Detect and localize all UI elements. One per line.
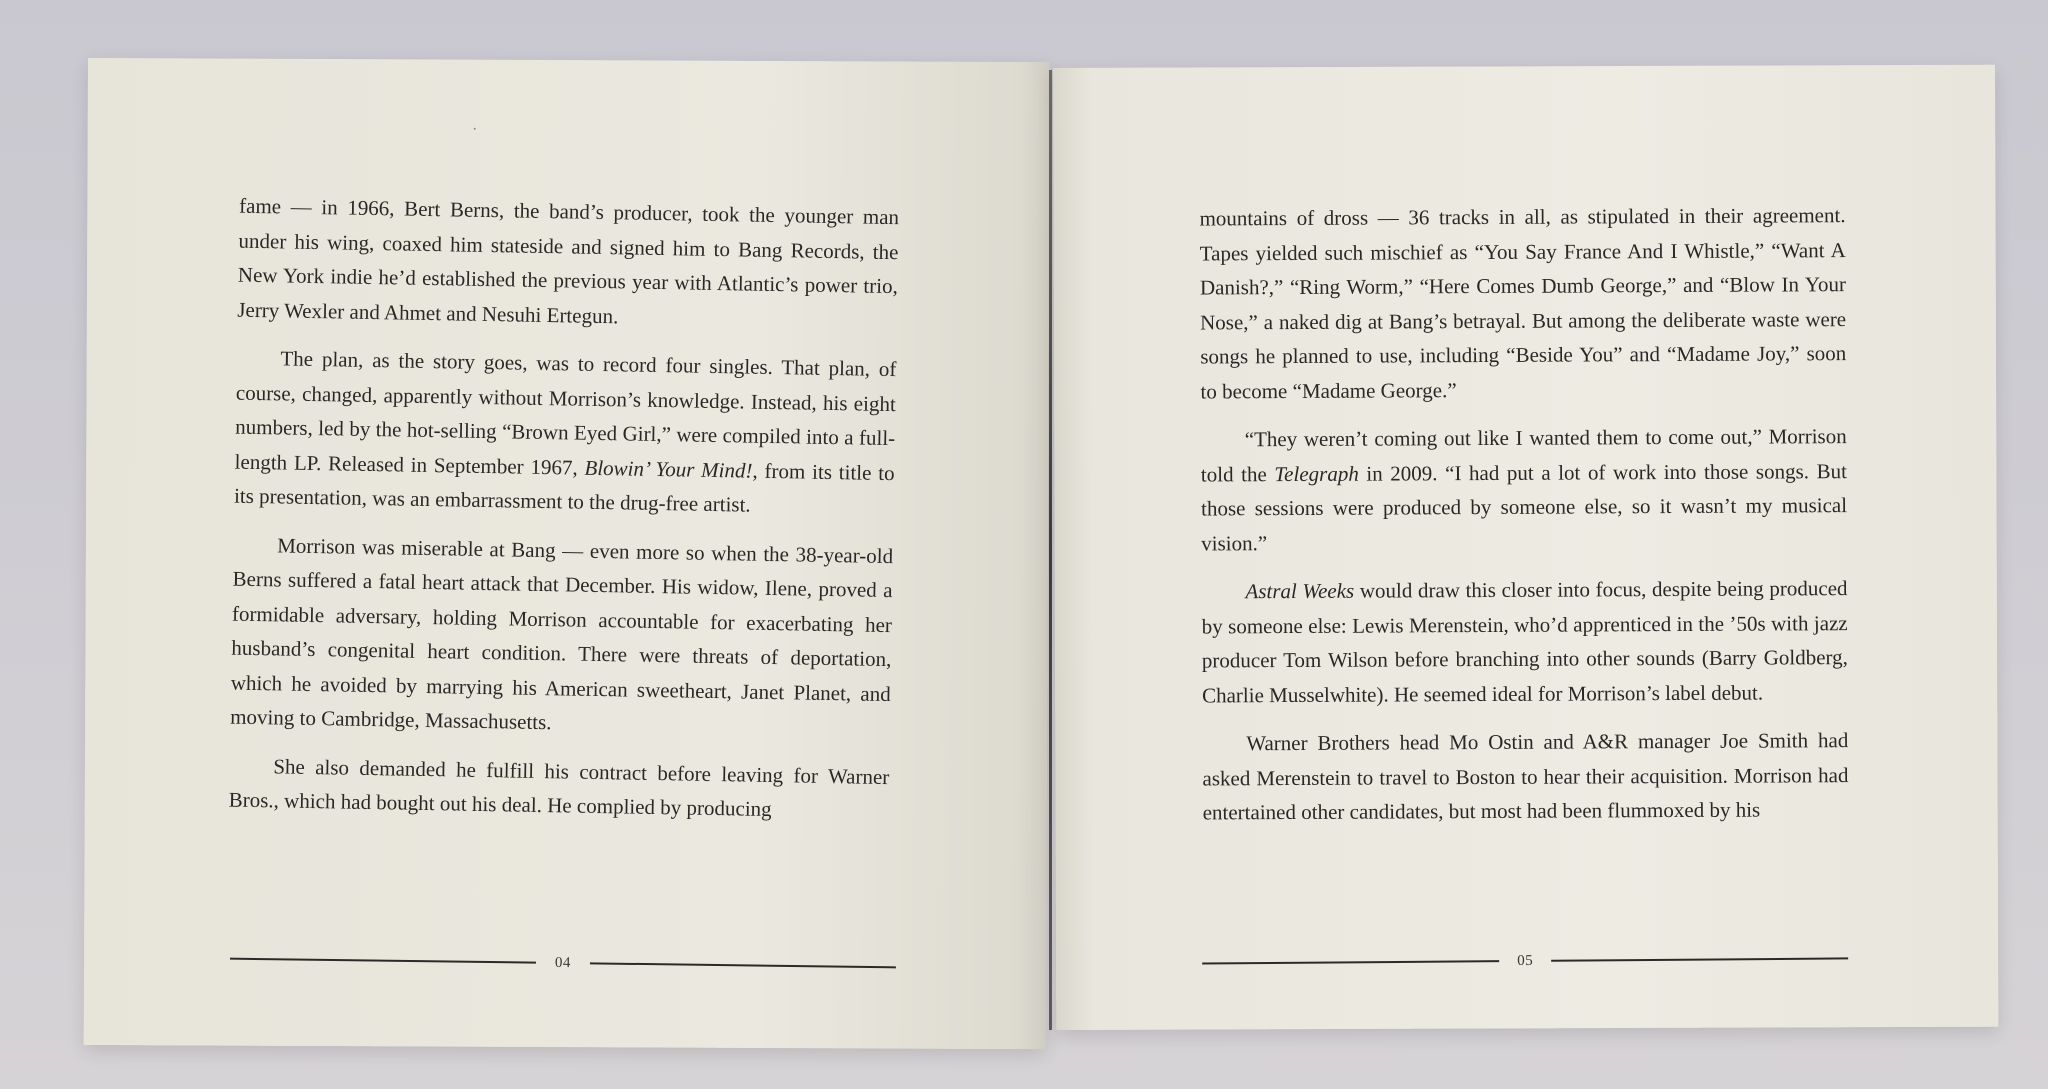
- paragraph-text: mountains of dross — 36 tracks in all, as stipulated in their agreement. Tapes yielded such mischief as “You Say France And I Whistle,” “Want A Danish?,” “Ring Worm,” “Here Comes Dumb George,” and “Blow In Your Nose,” a naked dig at Bang’s betrayal. But among the deliberate waste were songs he planned to use, including “Beside You” and “Madame Joy,” soon to become “Madame George.”: [1199, 203, 1847, 403]
- paragraph-text: The plan, as the story goes, was to record four singles. That plan, of course, changed, apparently without Morrison’s knowledge. Instead, his eight numbers, led by the hot-selling “Brown Eyed Girl,” were compiled into a full-length LP. Released in September 1967,: [234, 346, 897, 480]
- paragraph-text: fame — in 1966, Bert Berns, the band’s producer, took the younger man under his wing, coaxed him stateside and signed him to Bang Records, the New York indie he’d established the previous year with Atlantic’s power trio, Jerry Wexler and Ahmet and Nesuhi Ertegun.: [237, 193, 900, 328]
- paragraph-text: Morrison was miserable at Bang — even more so when the 38-year-old Berns suffered a fatal heart attack that December. His widow, Ilene, proved a formidable adversary, holding Morrison accountable for exacerbating her husband’s congenital heart condition. There were threats of deportation, which he avoided by marrying his American sweetheart, Janet Planet, and moving to Cambridge, Massachusetts.: [230, 532, 894, 735]
- paragraph: [1202, 723, 1849, 830]
- right-page-text-column: [1199, 198, 1848, 844]
- left-page-text-column: [228, 189, 899, 843]
- album-title-italic: Blowin’ Your Mind!: [584, 455, 753, 483]
- paragraph: [1201, 419, 1848, 560]
- paragraph: [1199, 198, 1846, 408]
- paragraph-text: , from its title to its presentation, was an embarrassment to the drug-free artist.: [233, 458, 895, 517]
- page-number: 05: [1517, 952, 1534, 970]
- paragraph-text: Warner Brothers head Mo Ostin and A&R manager Joe Smith had asked Merenstein to travel to Boston to hear their acquisition. Morrison had entertained other candidates, but most had been flummoxed by his: [1202, 728, 1849, 825]
- page-number: 04: [554, 954, 572, 972]
- paragraph: [237, 189, 899, 338]
- paragraph: [1201, 571, 1848, 712]
- paragraph-text: She also demanded he fulfill his contract before leaving for Warner Bros., which had bought out his deal. He complied by producing: [228, 753, 890, 822]
- paper-speck: [474, 128, 476, 130]
- right-page: [1053, 65, 1998, 1030]
- page-footer: [1202, 948, 1848, 973]
- paragraph: [228, 748, 889, 829]
- paragraph-text: in 2009. “I had put a lot of work into those songs. But those sessions were produced by someone else, so it wasn’t my musical vision.”: [1201, 458, 1848, 555]
- album-title-italic: Astral Weeks: [1245, 578, 1355, 604]
- paragraph: [230, 527, 894, 745]
- paragraph: [234, 341, 897, 525]
- publication-name-italic: Telegraph: [1274, 461, 1359, 486]
- page-footer: [230, 949, 896, 978]
- left-page: [84, 58, 1050, 1049]
- paragraph-text: “They weren’t coming out like I wanted them to come out,” Morrison told the: [1200, 424, 1847, 486]
- booklet-spine: [1049, 70, 1052, 1030]
- paragraph-text: would draw this closer into focus, despite being produced by someone else: Lewis Merenstein, who’d apprenticed in the ’50s with jazz producer Tom Wilson before branching into other sounds (Barry Goldberg, Charlie Musselwhite). He seemed ideal for Morrison’s label debut.: [1201, 576, 1848, 707]
